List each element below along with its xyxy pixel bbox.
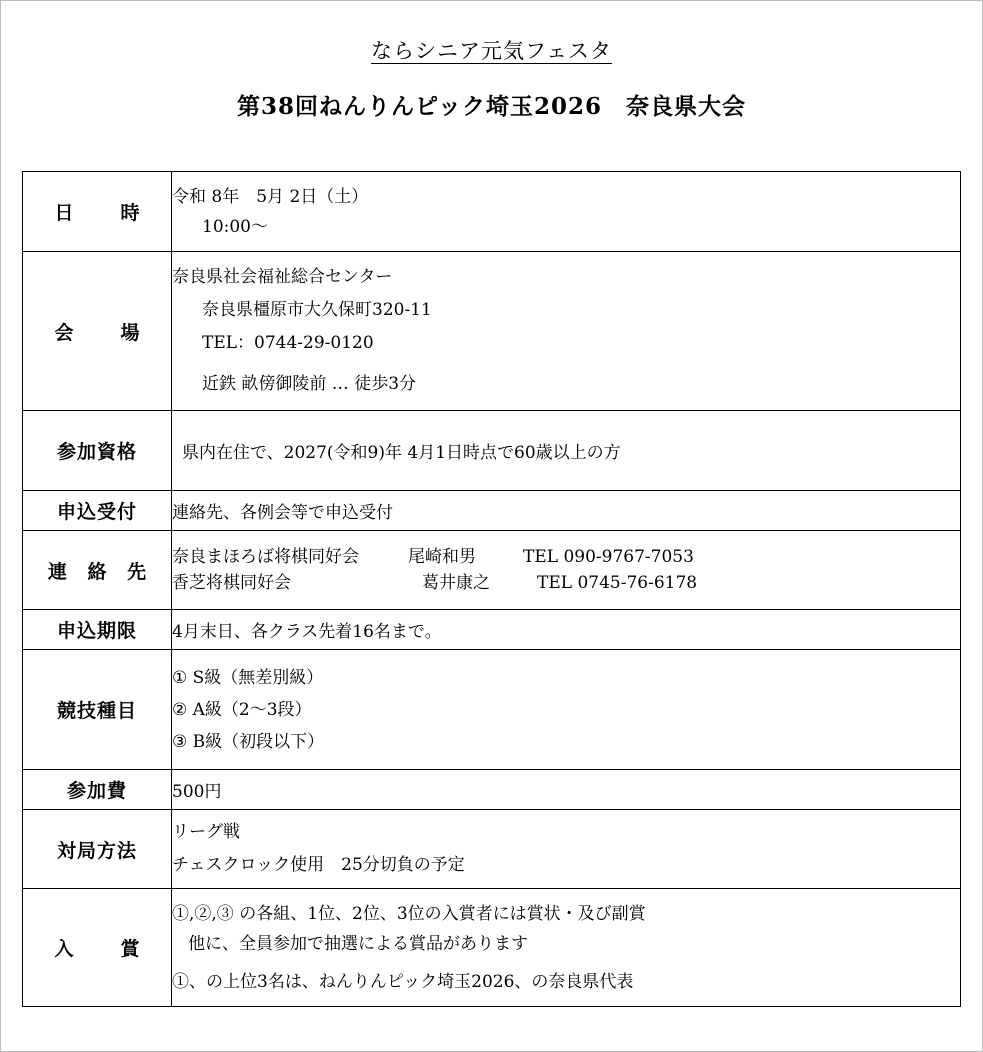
deadline-text: 4月末日、各クラス先着16名まで。 bbox=[172, 622, 442, 642]
contact-org: 奈良まほろば将棋同好会 bbox=[172, 547, 359, 567]
event-class-b: ③ B級（初段以下） bbox=[172, 731, 325, 752]
contact-tel: TEL 090-9767-7053 bbox=[523, 547, 694, 567]
venue-tel: TEL：0744-29-0120 bbox=[202, 333, 374, 353]
value-venue bbox=[172, 252, 961, 411]
venue-access: 近鉄 畝傍御陵前 … 徒歩3分 bbox=[202, 374, 417, 394]
event-info-table bbox=[22, 171, 961, 1007]
value-datetime bbox=[172, 172, 961, 252]
fee-text: 500円 bbox=[172, 782, 222, 802]
label-application: 申込受付 bbox=[23, 491, 172, 531]
label-awards bbox=[23, 889, 172, 1007]
value-eligibility bbox=[172, 411, 961, 491]
value-awards bbox=[172, 889, 961, 1007]
label-events: 競技種目 bbox=[23, 650, 172, 770]
row-application bbox=[23, 491, 961, 531]
value-deadline bbox=[172, 610, 961, 650]
event-subtitle bbox=[0, 35, 983, 65]
application-text: 連絡先、各例会等で申込受付 bbox=[172, 503, 393, 523]
label-datetime bbox=[23, 172, 172, 252]
label-venue-text: 会 場 bbox=[54, 321, 154, 344]
awards-prizes: ①,②,③ の各組、1位、2位、3位の入賞者には賞状・及び副賞 bbox=[172, 903, 646, 924]
label-eligibility: 参加資格 bbox=[23, 411, 172, 491]
label-format: 対局方法 bbox=[23, 810, 172, 889]
format-league: リーグ戦 bbox=[172, 822, 240, 842]
awards-lottery: 他に、全員参加で抽選による賞品があります bbox=[188, 933, 528, 954]
datetime-date: 令和 8年 5月 2日（土） bbox=[172, 186, 369, 207]
event-class-a: ② A級（2〜3段） bbox=[172, 699, 312, 720]
row-deadline bbox=[23, 610, 961, 650]
label-contact-text: 連 絡 先 bbox=[47, 560, 154, 583]
label-datetime-text: 日 時 bbox=[54, 202, 154, 224]
event-subtitle-text: ならシニア元気フェスタ bbox=[371, 39, 612, 63]
label-deadline: 申込期限 bbox=[23, 610, 172, 650]
row-venue bbox=[23, 252, 961, 411]
value-events bbox=[172, 650, 961, 770]
row-datetime bbox=[23, 172, 961, 252]
label-venue bbox=[23, 252, 172, 411]
row-awards bbox=[23, 889, 961, 1007]
row-eligibility bbox=[23, 411, 961, 491]
event-class-s: ① S級（無差別級） bbox=[172, 667, 324, 688]
contact-person: 尾崎和男 bbox=[408, 547, 476, 567]
value-application bbox=[172, 491, 961, 531]
value-contact bbox=[172, 531, 961, 610]
venue-name: 奈良県社会福祉総合センター bbox=[172, 267, 393, 287]
row-fee bbox=[23, 770, 961, 810]
contact-person: 葛井康之 bbox=[422, 573, 490, 593]
value-format bbox=[172, 810, 961, 889]
venue-address: 奈良県橿原市大久保町320-11 bbox=[202, 300, 432, 320]
row-events bbox=[23, 650, 961, 770]
awards-representative: ①、の上位3名は、ねんりんピック埼玉2026、の奈良県代表 bbox=[172, 971, 634, 992]
label-contact bbox=[23, 531, 172, 610]
value-fee bbox=[172, 770, 961, 810]
contact-tel: TEL 0745-76-6178 bbox=[537, 573, 698, 593]
row-contact bbox=[23, 531, 961, 610]
row-format bbox=[23, 810, 961, 889]
contact-entry bbox=[172, 570, 960, 596]
contact-org: 香芝将棋同好会 bbox=[172, 573, 291, 593]
contact-entry bbox=[172, 544, 960, 570]
label-awards-text: 入 賞 bbox=[54, 938, 154, 960]
datetime-time: 10:00〜 bbox=[202, 216, 268, 237]
eligibility-text: 県内在住で、2027(令和9)年 4月1日時点で60歳以上の方 bbox=[182, 443, 621, 463]
format-clock: チェスクロック使用 25分切負の予定 bbox=[172, 855, 465, 875]
event-title: 第38回ねんりんピック埼玉2026 奈良県大会 bbox=[236, 93, 747, 120]
label-fee: 参加費 bbox=[23, 770, 172, 810]
